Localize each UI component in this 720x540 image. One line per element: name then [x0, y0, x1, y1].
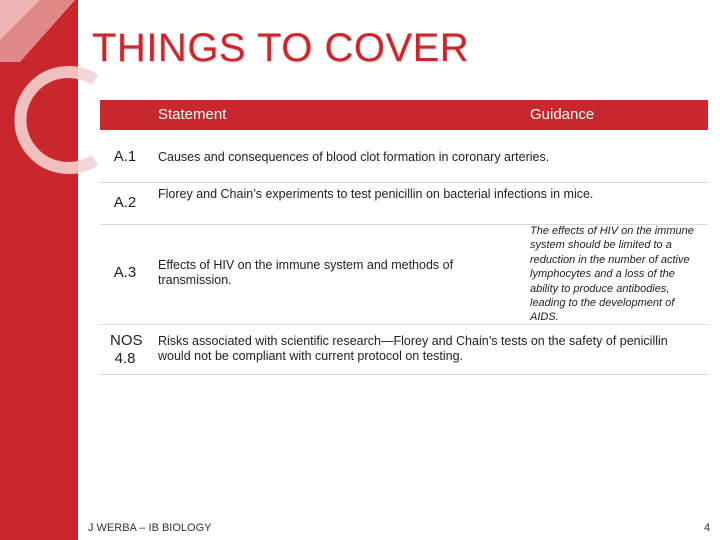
row-statement: Risks associated with scientific research—Florey and Chain’s tests on the safety of penicillin would not be compliant with current protocol on testing. [158, 334, 668, 363]
decorative-circle [20, 72, 95, 168]
row-statement: Causes and consequences of blood clot formation in coronary arteries. [158, 150, 550, 164]
table-row [100, 224, 708, 325]
page-number: 4 [704, 522, 711, 534]
header-guidance: Guidance [530, 106, 595, 123]
row-code: A.1 [113, 148, 137, 165]
table-row [100, 324, 708, 375]
table-row [100, 130, 708, 183]
row-statement: Florey and Chain’s experiments to test penicillin on bacterial infections in mice. [158, 187, 594, 201]
row-guidance: The effects of HIV on the immune system should be limited to a reduction in the number of active lymphocytes and a loss of the ability to produce antibodies, leading to the development of AIDS. [530, 225, 694, 324]
table-row [100, 182, 708, 225]
slide-title: THINGS TO COVER [92, 26, 470, 70]
row-code: A.3 [113, 264, 137, 281]
row-statement: Effects of HIV on the immune system and methods of transmission. [158, 258, 454, 287]
row-code: A.2 [113, 194, 137, 211]
header-statement: Statement [158, 106, 227, 123]
row-code-text: NOS 4.8 [110, 332, 143, 367]
footer-author: J WERBA – IB BIOLOGY [88, 522, 212, 534]
table-header [100, 100, 708, 130]
row-code [100, 332, 150, 368]
